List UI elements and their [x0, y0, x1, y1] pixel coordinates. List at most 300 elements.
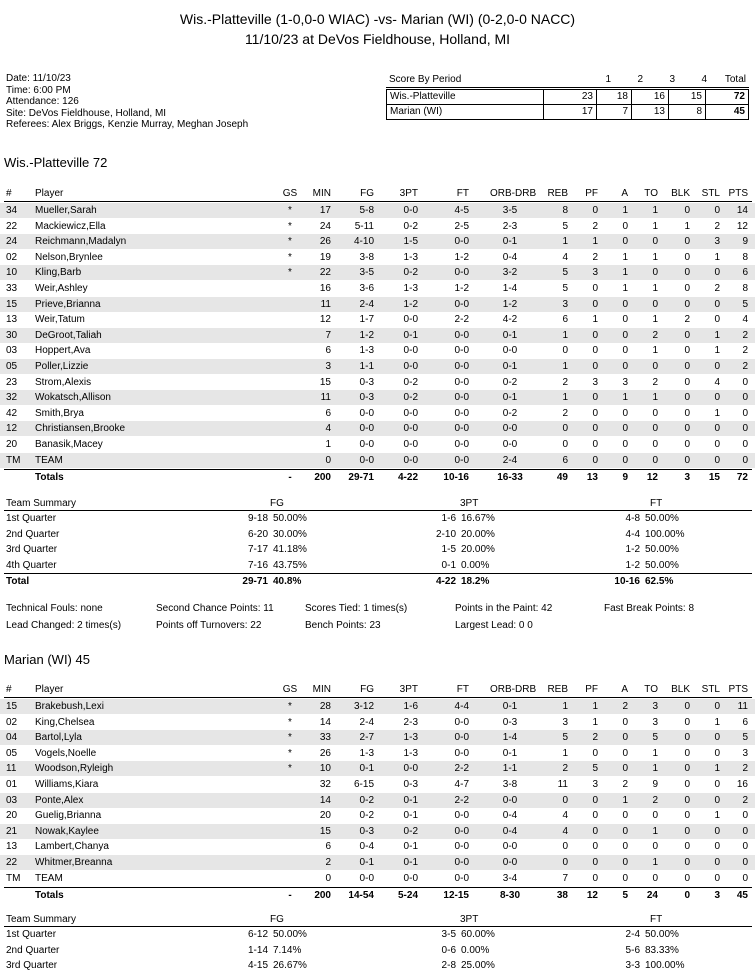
fouls: 0: [592, 810, 598, 822]
column-header: REB: [547, 188, 568, 199]
three-pointers: 1-3: [403, 747, 418, 759]
minutes: 200: [314, 890, 331, 902]
free-throws: 4-5: [454, 205, 469, 216]
period-label: 1: [605, 74, 611, 85]
field-goals: 6-15: [353, 779, 374, 790]
summary-3pt: 0-6: [441, 944, 456, 956]
player-row: [0, 730, 755, 745]
player-name: Wokatsch,Allison: [35, 392, 111, 404]
blocks: 0: [684, 810, 690, 822]
summary-ft-pct: 50.00%: [645, 513, 679, 524]
rebounds-off-def: 0-1: [502, 747, 518, 759]
totals-row: [0, 470, 755, 485]
fouls: 1: [592, 314, 598, 326]
free-throws: 2-2: [454, 763, 469, 775]
fouls: 0: [592, 283, 598, 294]
jersey-number: 20: [6, 439, 18, 450]
jersey-number: 15: [6, 701, 18, 712]
rebounds-off-def: 3-2: [502, 267, 518, 279]
free-throws: 0-0: [454, 872, 469, 884]
player-name: Poller,Lizzie: [35, 361, 89, 372]
quarter-label: 1st Quarter: [6, 929, 57, 940]
player-row: [0, 453, 755, 468]
field-goals: 4-10: [353, 236, 374, 248]
three-pointers: 0-1: [403, 857, 418, 868]
player-row: [0, 343, 755, 358]
jersey-number: 10: [6, 267, 18, 279]
rebounds-off-def: 3-8: [502, 779, 518, 790]
turnovers: 1: [652, 763, 658, 775]
fouls: 0: [592, 747, 598, 759]
three-pointers: 0-1: [403, 841, 418, 853]
player-row: [0, 219, 755, 234]
quarter-label: 2nd Quarter: [6, 528, 60, 540]
fouls: 0: [592, 392, 598, 404]
jersey-number: 03: [6, 794, 18, 806]
rebounds: 0: [562, 841, 568, 853]
assists: 0: [622, 747, 628, 759]
fouls: 2: [592, 251, 598, 263]
assists: 0: [622, 423, 628, 435]
fouls: 1: [592, 236, 598, 248]
steals: 0: [714, 872, 720, 884]
column-header: MIN: [312, 188, 331, 199]
points: 0: [742, 376, 748, 388]
rebounds: 7: [562, 872, 568, 884]
summary-3pt: 2-8: [441, 960, 456, 971]
turnovers: 1: [652, 747, 658, 759]
three-pointers: 0-0: [403, 423, 418, 435]
column-header: 3PT: [399, 684, 418, 695]
steals: 3: [714, 890, 720, 902]
rebounds: 0: [562, 345, 568, 357]
rebounds-off-def: 0-0: [502, 857, 518, 868]
fouls: 1: [592, 716, 598, 728]
steals: 0: [714, 747, 720, 759]
summary-ft: 2-4: [625, 929, 640, 940]
field-goals: 0-0: [359, 423, 374, 435]
three-pointers: 0-0: [403, 439, 418, 450]
minutes: 19: [319, 251, 331, 263]
summary-3pt: 2-10: [435, 528, 456, 540]
player-row: [0, 839, 755, 854]
period-score: 13: [632, 105, 669, 120]
points: 0: [742, 423, 748, 435]
summary-fg-pct: 30.00%: [273, 528, 307, 540]
period-score: 18: [597, 90, 632, 105]
summary-fg-pct: 43.75%: [273, 559, 307, 571]
jersey-number: 22: [6, 220, 18, 232]
game-referees: Referees: Alex Briggs, Kenzie Murray, Meghan Joseph: [6, 119, 249, 130]
rebounds-off-def: 0-1: [502, 236, 518, 248]
jersey-number: 05: [6, 361, 18, 372]
rebounds-off-def: 0-0: [502, 841, 518, 853]
assists: 0: [622, 298, 628, 310]
three-pointers: 2-3: [403, 716, 418, 728]
jersey-number: 42: [6, 407, 18, 419]
player-row: [0, 406, 755, 421]
three-pointers: 1-6: [403, 701, 418, 712]
steals: 0: [714, 701, 720, 712]
field-goals: 0-0: [359, 454, 374, 466]
player-name: Reichmann,Madalyn: [35, 236, 127, 248]
rebounds: 0: [562, 423, 568, 435]
fouls: 3: [592, 376, 598, 388]
free-throws: 2-2: [454, 794, 469, 806]
player-name: Mackiewicz,Ella: [35, 220, 106, 232]
rebounds-off-def: 0-1: [502, 392, 518, 404]
jersey-number: 24: [6, 236, 18, 248]
summary-ft-pct: 50.00%: [645, 929, 679, 940]
jersey-number: 20: [6, 810, 18, 822]
assists: 0: [622, 454, 628, 466]
column-header: PTS: [728, 188, 748, 199]
jersey-number: TM: [6, 454, 21, 466]
player-name: TEAM: [35, 872, 63, 884]
rebounds: 0: [562, 857, 568, 868]
field-goals: 0-2: [359, 810, 374, 822]
turnovers: 9: [652, 779, 658, 790]
minutes: 10: [319, 763, 331, 775]
summary-3pt-pct: 18.2%: [461, 576, 490, 587]
rebounds: 1: [562, 329, 568, 341]
column-header: A: [621, 188, 628, 199]
free-throws: 10-16: [443, 472, 469, 484]
rebounds-off-def: 2-4: [502, 454, 518, 466]
minutes: 11: [320, 392, 331, 404]
turnovers: 1: [652, 251, 658, 263]
three-pointers: 5-24: [397, 890, 418, 902]
rebounds: 49: [556, 472, 568, 484]
rebounds-off-def: 16-33: [497, 472, 523, 484]
assists: 1: [622, 251, 628, 263]
free-throws: 0-0: [454, 439, 469, 450]
turnovers: 0: [652, 236, 658, 248]
fouls: 0: [592, 872, 598, 884]
minutes: 22: [319, 267, 331, 279]
summary-quarter-row: [0, 943, 755, 958]
field-goals: 1-2: [359, 329, 374, 341]
summary-ft-pct: 50.00%: [645, 559, 679, 571]
fouls: 0: [592, 454, 598, 466]
player-row: [0, 715, 755, 730]
rebounds: 4: [562, 251, 568, 263]
jersey-number: 21: [6, 825, 18, 837]
player-name: Williams,Kiara: [35, 779, 99, 790]
assists: 0: [622, 810, 628, 822]
player-name: Brakebush,Lexi: [35, 701, 104, 712]
free-throws: 0-0: [454, 841, 469, 853]
points: 0: [742, 392, 748, 404]
fouls: 0: [592, 423, 598, 435]
fouls: 12: [586, 890, 598, 902]
steals: 0: [714, 205, 720, 216]
player-name: TEAM: [35, 454, 63, 466]
summary-3pt-pct: 25.00%: [461, 960, 495, 971]
blocks: 0: [684, 825, 690, 837]
rebounds: 5: [562, 732, 568, 744]
blocks: 0: [684, 872, 690, 884]
minutes: 200: [314, 472, 331, 484]
column-header: TO: [644, 188, 658, 199]
free-throws: 1-2: [454, 251, 469, 263]
points-off-turnovers: Points off Turnovers: 22: [156, 620, 262, 631]
summary-ft-pct: 83.33%: [645, 944, 679, 956]
summary-3pt-header: 3PT: [460, 914, 479, 925]
free-throws: 0-0: [454, 454, 469, 466]
summary-fg-pct: 26.67%: [273, 960, 307, 971]
period-score: 8: [669, 105, 706, 120]
assists: 0: [622, 825, 628, 837]
summary-ft: 4-8: [625, 513, 640, 524]
rebounds-off-def: 0-0: [502, 439, 518, 450]
game-time: Time: 6:00 PM: [6, 84, 71, 96]
points: 2: [742, 794, 748, 806]
games-started: *: [288, 205, 292, 216]
free-throws: 0-0: [454, 267, 469, 279]
player-row: [0, 234, 755, 249]
free-throws: 0-0: [454, 392, 469, 404]
assists: 0: [622, 763, 628, 775]
three-pointers: 0-1: [403, 794, 418, 806]
blocks: 0: [684, 439, 690, 450]
minutes: 3: [325, 361, 331, 372]
blocks: 0: [684, 361, 690, 372]
rebounds: 4: [562, 810, 568, 822]
assists: 1: [622, 392, 628, 404]
free-throws: 2-5: [454, 220, 469, 232]
column-header: Player: [35, 684, 64, 695]
period-score: 16: [632, 90, 669, 105]
rebounds-off-def: 0-4: [502, 810, 518, 822]
player-row: [0, 312, 755, 327]
fouls: 0: [592, 439, 598, 450]
summary-total-row: [0, 574, 755, 589]
turnovers: 1: [652, 345, 658, 357]
player-name: Christiansen,Brooke: [35, 423, 126, 435]
points: 2: [742, 329, 748, 341]
player-row: [0, 437, 755, 452]
points: 0: [742, 841, 748, 853]
fouls: 5: [592, 763, 598, 775]
summary-fg: 29-71: [242, 576, 268, 587]
rebounds: 1: [562, 392, 568, 404]
column-header: GS: [282, 188, 298, 199]
steals: 1: [714, 345, 720, 357]
rebounds: 5: [562, 267, 568, 279]
player-name: Nelson,Brynlee: [35, 251, 103, 263]
jersey-number: 13: [6, 314, 18, 326]
blocks: 0: [684, 236, 690, 248]
largest-lead: Largest Lead: 0 0: [455, 620, 533, 631]
summary-ft-pct: 100.00%: [645, 960, 685, 971]
points: 0: [742, 454, 748, 466]
blocks: 0: [684, 763, 690, 775]
summary-fg: 7-17: [247, 544, 268, 555]
period-label: 2: [637, 74, 643, 85]
player-name: Vogels,Noelle: [35, 747, 97, 759]
column-header: PF: [585, 188, 598, 199]
rebounds: 1: [562, 747, 568, 759]
assists: 0: [622, 872, 628, 884]
steals: 2: [714, 283, 720, 294]
field-goals: 0-1: [359, 763, 374, 775]
player-name: Whitmer,Breanna: [35, 857, 113, 868]
steals: 2: [714, 220, 720, 232]
blocks: 0: [684, 747, 690, 759]
minutes: 14: [319, 716, 331, 728]
steals: 0: [714, 732, 720, 744]
minutes: 17: [319, 205, 331, 216]
summary-3pt: 1-5: [441, 544, 456, 555]
free-throws: 1-2: [454, 283, 469, 294]
rebounds: 2: [562, 763, 568, 775]
rebounds: 5: [562, 283, 568, 294]
rebounds: 6: [562, 314, 568, 326]
summary-header: [0, 496, 755, 511]
three-pointers: 0-0: [403, 314, 418, 326]
minutes: 6: [325, 345, 331, 357]
team-title: Wis.-Platteville 72: [4, 155, 108, 170]
player-row: [0, 699, 755, 714]
blocks: 0: [684, 779, 690, 790]
total-label: Total: [724, 74, 746, 85]
jersey-number: 23: [6, 376, 18, 388]
free-throws: 12-15: [443, 890, 469, 902]
points: 72: [736, 472, 748, 484]
summary-ft-pct: 62.5%: [645, 576, 674, 587]
minutes: 28: [319, 701, 331, 712]
jersey-number: 05: [6, 747, 18, 759]
rebounds-off-def: 0-1: [502, 329, 518, 341]
games-started: *: [288, 747, 292, 759]
points: 0: [742, 825, 748, 837]
free-throws: 0-0: [454, 407, 469, 419]
rebounds: 2: [562, 407, 568, 419]
period-label: 4: [701, 74, 707, 85]
player-row: [0, 250, 755, 265]
points: 0: [742, 857, 748, 868]
games-started: -: [288, 472, 292, 484]
assists: 1: [622, 205, 628, 216]
column-header: GS: [282, 684, 298, 695]
minutes: 15: [319, 376, 331, 388]
column-header: ORB-DRB: [490, 188, 537, 199]
player-name: Lambert,Chanya: [35, 841, 109, 853]
turnovers: 2: [652, 376, 658, 388]
steals: 0: [714, 825, 720, 837]
player-row: [0, 824, 755, 839]
turnovers: 5: [652, 732, 658, 744]
summary-3pt-pct: 0.00%: [461, 559, 490, 571]
period-label: 3: [669, 74, 675, 85]
assists: 0: [622, 329, 628, 341]
period-score: 23: [544, 90, 597, 105]
field-goals: 1-3: [359, 345, 374, 357]
assists: 1: [622, 283, 628, 294]
player-row: [0, 855, 755, 870]
bench-points: Bench Points: 23: [305, 620, 381, 631]
column-header: 3PT: [399, 188, 418, 199]
points: 4: [742, 314, 748, 326]
steals: 1: [714, 810, 720, 822]
player-name: Ponte,Alex: [35, 794, 84, 806]
player-row: [0, 203, 755, 218]
rebounds-off-def: 0-4: [502, 251, 518, 263]
rebounds: 5: [562, 220, 568, 232]
turnovers: 1: [652, 220, 658, 232]
points: 45: [736, 890, 748, 902]
jersey-number: 22: [6, 857, 18, 868]
steals: 1: [714, 407, 720, 419]
steals: 0: [714, 794, 720, 806]
fouls: 3: [592, 267, 598, 279]
field-goals: 1-3: [359, 747, 374, 759]
games-started: *: [288, 251, 292, 263]
box-header-row: [0, 186, 755, 201]
quarter-label: 3rd Quarter: [6, 960, 58, 971]
rebounds-off-def: 1-4: [502, 283, 518, 294]
rebounds-off-def: 1-1: [502, 763, 518, 775]
assists: 0: [622, 841, 628, 853]
turnovers: 3: [652, 701, 658, 712]
points: 8: [742, 251, 748, 263]
points: 5: [742, 298, 748, 310]
fouls: 1: [592, 701, 598, 712]
rebounds-off-def: 0-0: [502, 423, 518, 435]
minutes: 20: [319, 810, 331, 822]
points: 0: [742, 439, 748, 450]
jersey-number: 04: [6, 732, 18, 744]
free-throws: 0-0: [454, 423, 469, 435]
player-name: DeGroot,Taliah: [35, 329, 102, 341]
jersey-number: 12: [6, 423, 18, 435]
three-pointers: 0-0: [403, 454, 418, 466]
summary-3pt-header: 3PT: [460, 498, 479, 509]
games-started: *: [288, 701, 292, 712]
summary-3pt-pct: 60.00%: [461, 929, 495, 940]
summary-quarter-row: [0, 958, 755, 973]
summary-quarter-row: [0, 511, 755, 526]
second-chance-points: Second Chance Points: 11: [156, 603, 274, 614]
player-name: Mueller,Sarah: [35, 205, 97, 216]
summary-3pt: 0-1: [441, 559, 456, 571]
fouls: 2: [592, 220, 598, 232]
assists: 2: [622, 779, 628, 790]
summary-fg: 7-16: [247, 559, 268, 571]
field-goals: 2-4: [359, 298, 374, 310]
three-pointers: 1-5: [403, 236, 418, 248]
assists: 0: [622, 857, 628, 868]
player-name: Strom,Alexis: [35, 376, 92, 388]
player-row: [0, 761, 755, 776]
rebounds-off-def: 4-2: [502, 314, 518, 326]
player-name: Woodson,Ryleigh: [35, 763, 114, 775]
free-throws: 0-0: [454, 329, 469, 341]
minutes: 14: [319, 794, 331, 806]
games-started: *: [288, 732, 292, 744]
free-throws: 0-0: [454, 345, 469, 357]
points: 6: [742, 267, 748, 279]
fast-break-points: Fast Break Points: 8: [604, 603, 695, 614]
period-total: 45: [706, 105, 749, 120]
steals: 0: [714, 361, 720, 372]
column-header: FT: [456, 188, 469, 199]
summary-fg: 6-20: [247, 528, 268, 540]
turnovers: 0: [652, 439, 658, 450]
points-in-paint: Points in the Paint: 42: [455, 603, 553, 614]
summary-ft-header: FT: [650, 498, 663, 509]
